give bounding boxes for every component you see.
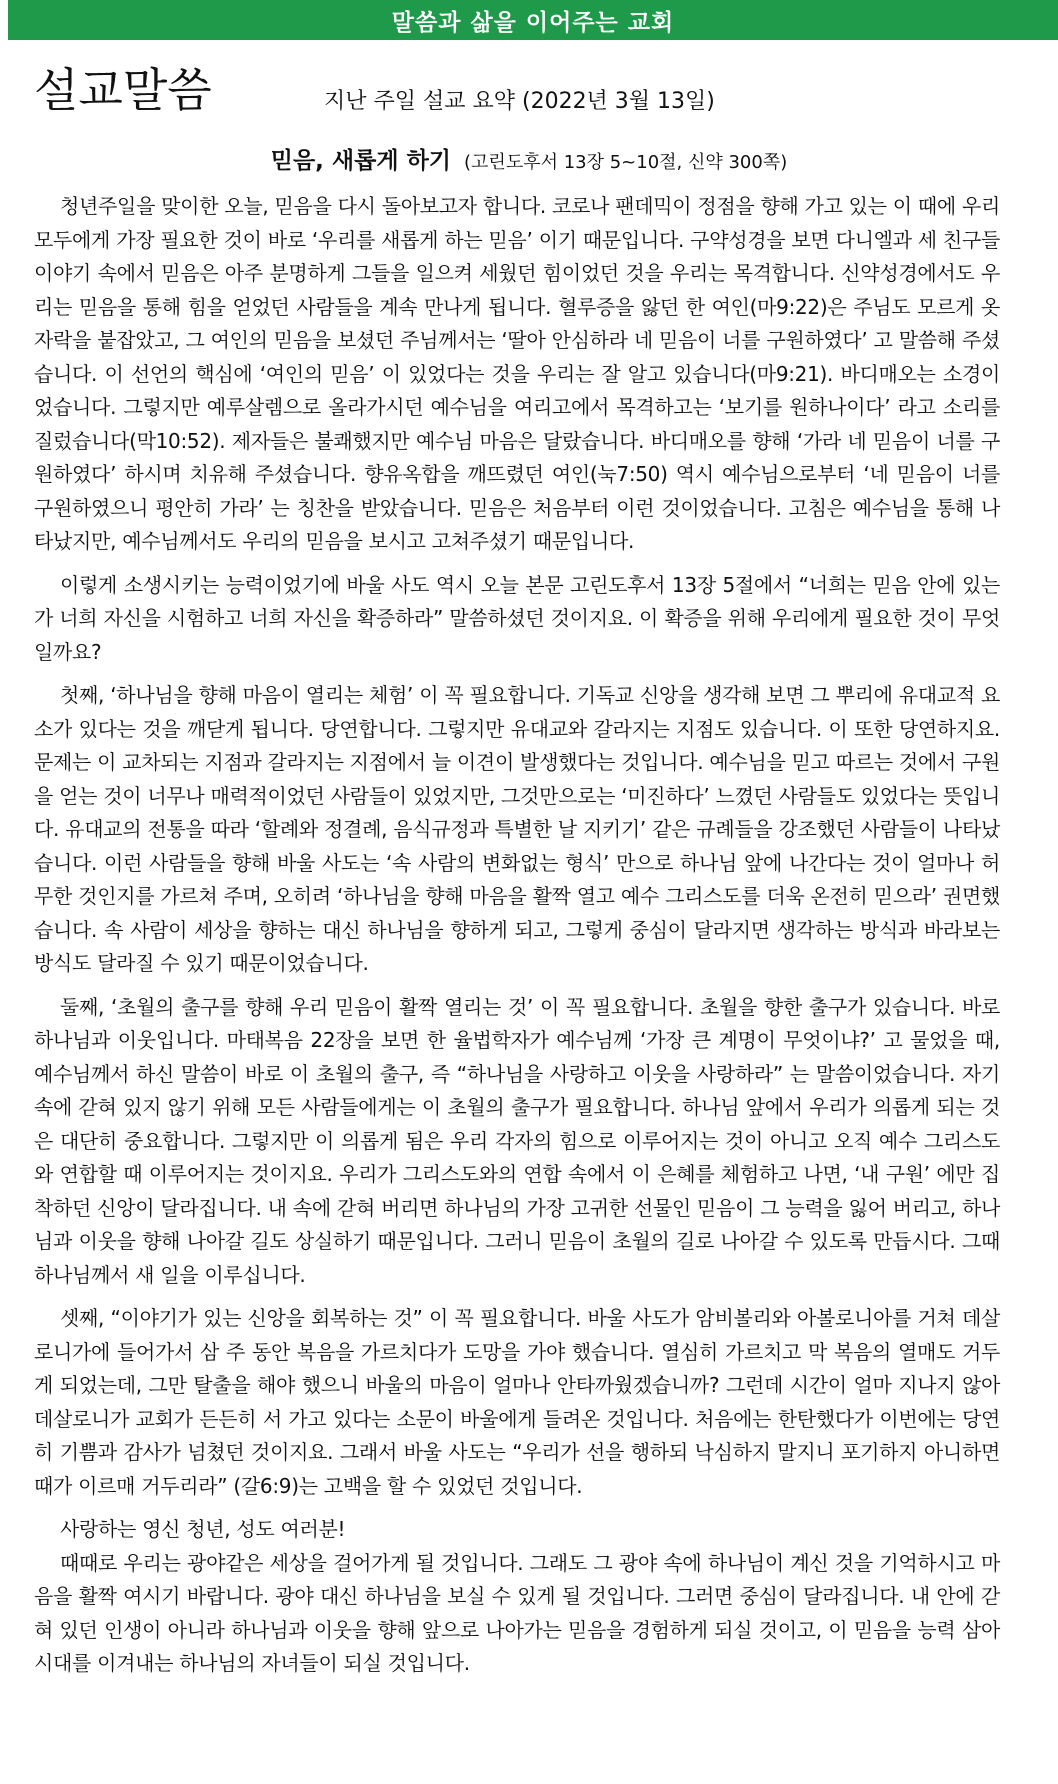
paragraph-third-point: 셋째, “이야기가 있는 신앙을 회복하는 것” 이 꼭 필요합니다. 바울 사도가 암비볼리와 아볼로니아를 거쳐 데살로니가에 들어가서 삼 주 동안 복음을 가르치다가 도망을 가야 했습니다. 열심히 가르치고 막 복음의 열매도 거두게 되었는데, 그만 탈출을 해야 했으니 바울의 마음이 얼마나 안타까웠겠습니까? 그런데 시간이 얼마 지나지 않아 데살로니가 교회가 든든히 서 가고 있다는 소문이 바울에게 들려온 것입니다. 처음에는 한탄했다가 이번에는 당연히 기쁨과 감사가 넘쳤던 것이지요. 그래서 바울 사도는 “우리가 선을 행하되 낙심하지 말지니 포기하지 아니하면 때가 이르매 거두리라” (갈6:9)는 고백을 할 수 있었던 것입니다.	[34, 1306, 1000, 1498]
paragraph-greeting: 사랑하는 영신 청년, 성도 여러분!	[60, 1517, 346, 1541]
sermon-body	[34, 190, 1000, 1691]
page-title: 설교말씀	[34, 63, 212, 117]
sermon-title: 믿음, 새롭게 하기	[270, 148, 452, 174]
sermon-heading	[0, 146, 1058, 178]
paragraph-confirmation: 이렇게 소생시키는 능력이었기에 바울 사도 역시 오늘 본문 고린도후서 13장 5절에서 “너희는 믿음 안에 있는가 너희 자신을 시험하고 너희 자신을 확증하라” 말씀하셨던 것이지요. 이 확증을 위해 우리에게 필요한 것이 무엇일까요?	[34, 572, 1000, 664]
banner-text: 말씀과 삶을 이어주는 교회	[391, 9, 675, 36]
church-banner	[8, 0, 1058, 40]
paragraph-closing: 때때로 우리는 광야같은 세상을 걸어가게 될 것입니다. 그래도 그 광야 속에 하나님이 계신 것을 기억하시고 마음을 활짝 여시기 바랍니다. 광야 대신 하나님을 보실 수 있게 될 것입니다. 그러면 중심이 달라집니다. 내 안에 갇혀 있던 인생이 아니라 하나님과 이웃을 향해 앞으로 나아가는 믿음을 경험하게 되실 것이고, 이 믿음을 능력 삼아 시대를 이겨내는 하나님의 자녀들이 되실 것입니다.	[34, 1550, 1000, 1675]
sermon-reference: (고린도후서 13장 5~10절, 신약 300쪽)	[464, 152, 788, 173]
page-subtitle: 지난 주일 설교 요약 (2022년 3월 13일)	[324, 89, 715, 114]
paragraph-second-point: 둘째, ‘초월의 출구를 향해 우리 믿음이 활짝 열리는 것’ 이 꼭 필요합니다. 초월을 향한 출구가 있습니다. 바로 하나님과 이웃입니다. 마태복음 22장을 보면 한 율법학자가 예수님께 ‘가장 큰 계명이 무엇이냐?’ 고 물었을 때, 예수님께서 하신 말씀이 바로 이 초월의 출구, 즉 “하나님을 사랑하고 이웃을 사랑하라” 는 말씀이었습니다. 자기 속에 갇혀 있지 않기 위해 모든 사람들에게는 이 초월의 출구가 필요합니다. 하나님 앞에서 우리가 의롭게 되는 것은 대단히 중요합니다. 그렇지만 이 의롭게 됨은 우리 각자의 힘으로 이루어지는 것이 아니고 오직 예수 그리스도와 연합할 때 이루어지는 것이지요. 우리가 그리스도와의 연합 속에서 이 은혜를 체험하고 나면, ‘내 구원’ 에만 집착하던 신앙이 달라집니다. 내 속에 갇혀 버리면 하나님의 가장 고귀한 선물인 믿음이 그 능력을 잃어 버리고, 하나님과 이웃을 향해 나아갈 길도 상실하기 때문입니다. 그러니 믿음이 초월의 길로 나아갈 수 있도록 만듭시다. 그때 하나님께서 새 일을 이루십니다.	[34, 994, 1000, 1287]
paragraph-first-point: 첫째, ‘하나님을 향해 마음이 열리는 체험’ 이 꼭 필요합니다. 기독교 신앙을 생각해 보면 그 뿌리에 유대교적 요소가 있다는 것을 깨닫게 됩니다. 당연합니다. 그렇지만 유대교와 갈라지는 지점도 있습니다. 이 또한 당연하지요. 문제는 이 교차되는 지점과 갈라지는 지점에서 늘 이견이 발생했다는 것입니다. 예수님을 믿고 따르는 것에서 구원을 얻는 것이 너무나 매력적이었던 사람들이 있었지만, 그것만으로는 ‘미진하다’ 느꼈던 사람들도 있었다는 뜻입니다. 유대교의 전통을 따라 ‘할례와 정결례, 음식규정과 특별한 날 지키기’ 같은 규례들을 강조했던 사람들이 나타났습니다. 이런 사람들을 향해 바울 사도는 ‘속 사람의 변화없는 형식’ 만으로 하나님 앞에 나간다는 것이 얼마나 허무한 것인지를 가르쳐 주며, 오히려 ‘하나님을 향해 마음을 활짝 열고 예수 그리스도를 더욱 온전히 믿으라’ 권면했습니다. 속 사람이 세상을 향하는 대신 하나님을 향하게 되고, 그렇게 중심이 달라지면 생각하는 방식과 바라보는 방식도 달라질 수 있기 때문이었습니다.	[34, 683, 1000, 975]
page-header	[34, 62, 1028, 142]
paragraph-intro: 청년주일을 맞이한 오늘, 믿음을 다시 돌아보고자 합니다. 코로나 팬데믹이 정점을 향해 가고 있는 이 때에 우리 모두에게 가장 필요한 것이 바로 ‘우리를 새롭게 하는 믿음’ 이기 때문입니다. 구약성경을 보면 다니엘과 세 친구들 이야기 속에서 믿음은 아주 분명하게 그들을 일으켜 세웠던 힘이었던 것을 우리는 목격합니다. 신약성경에서도 우리는 믿음을 통해 힘을 얻었던 사람들을 계속 만나게 됩니다. 혈루증을 앓던 한 여인(마9:22)은 주님도 모르게 옷자락을 붙잡았고, 그 여인의 믿음을 보셨던 주님께서는 ‘딸아 안심하라 네 믿음이 너를 구원하였다’ 고 말씀해 주셨습니다. 이 선언의 핵심에 ‘여인의 믿음’ 이 있었다는 것을 우리는 잘 알고 있습니다(마9:21). 바디매오는 소경이었습니다. 그렇지만 예루살렘으로 올라가시던 예수님을 여리고에서 목격하고는 ‘보기를 원하나이다’ 라고 소리를 질렀습니다(막10:52). 제자들은 불쾌했지만 예수님 마음은 달랐습니다. 바디매오를 향해 ‘가라 네 믿음이 너를 구원하였다’ 하시며 치유해 주셨습니다. 향유옥합을 깨뜨렸던 여인(눅7:50) 역시 예수님으로부터 ‘네 믿음이 너를 구원하였으니 평안히 가라’ 는 칭찬을 받았습니다. 믿음은 처음부터 이런 것이었습니다. 고침은 예수님을 통해 나타났지만, 예수님께서도 우리의 믿음을 보시고 고쳐주셨기 때문입니다.	[34, 194, 1000, 553]
